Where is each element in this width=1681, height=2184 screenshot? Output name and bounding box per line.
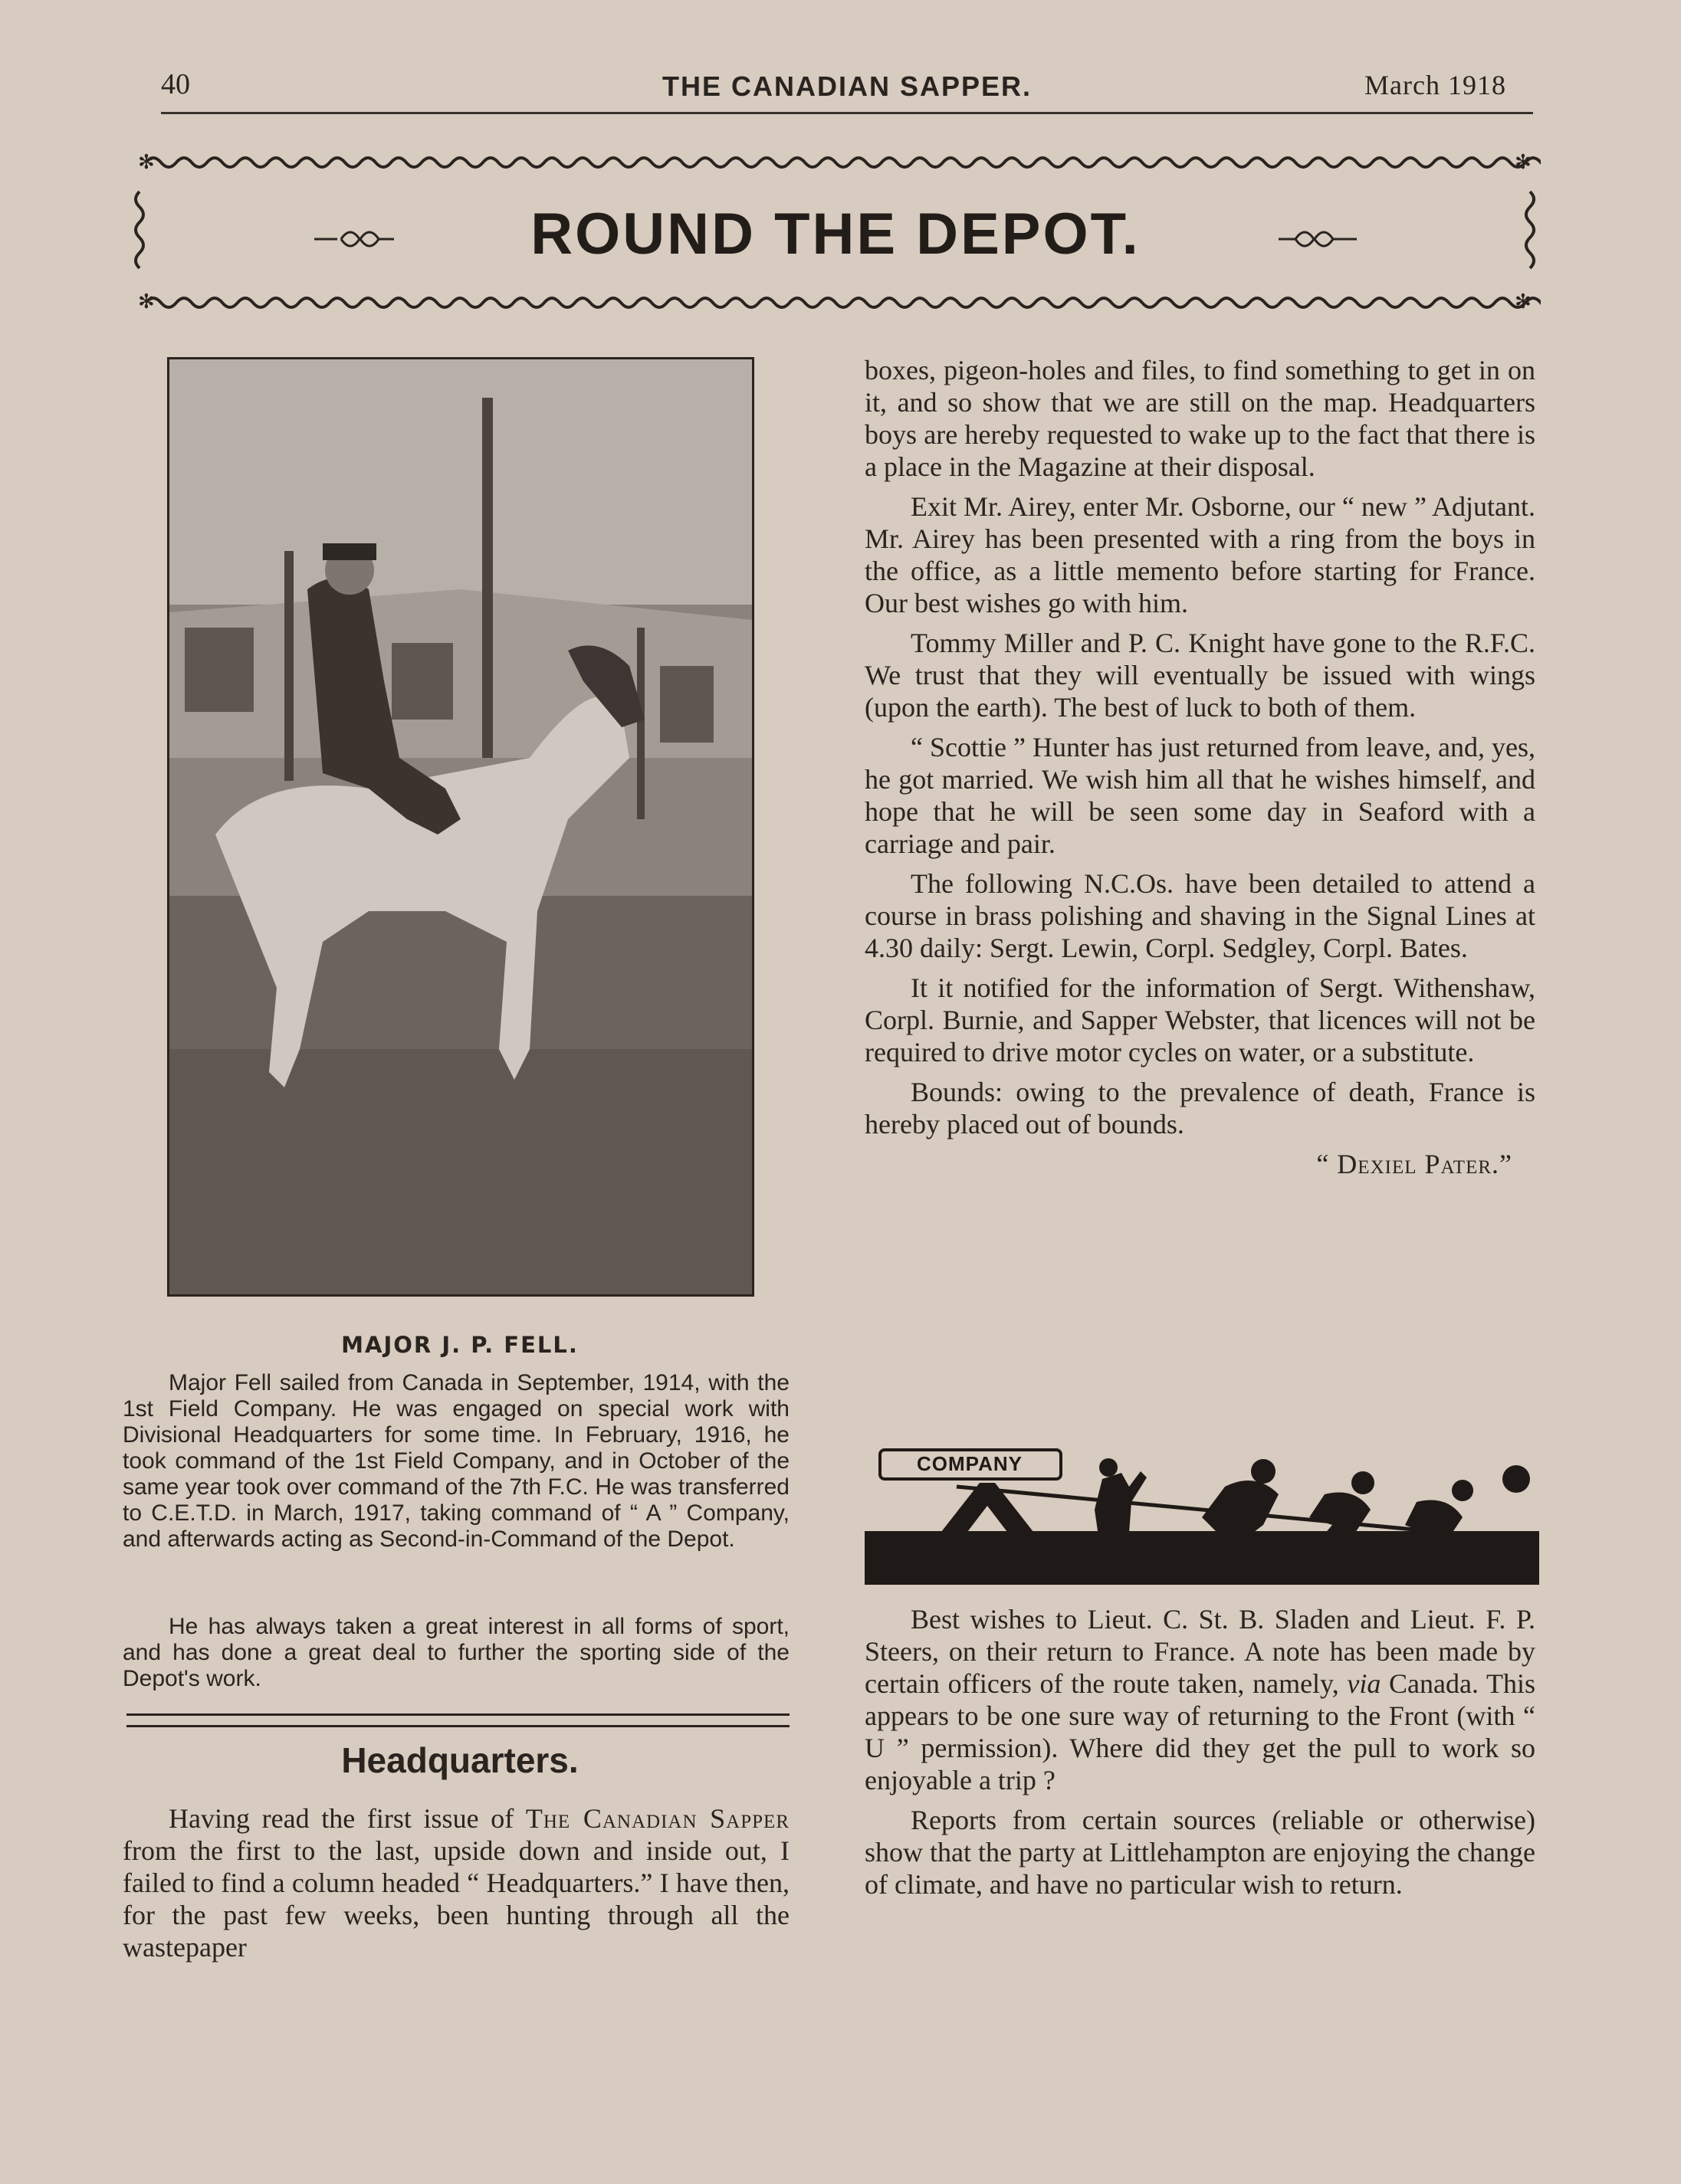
officer-on-horse-photo [167,357,754,1297]
running-header [161,61,1533,107]
right-column-bottom [865,1603,1535,1908]
caption-text-1: Major Fell sailed from Canada in September, 1914, with the 1st Field Company. He was engaged on special work with Divisional Headquarters for some time. In February, 1916, he took command of the 1st Field Company, and in October of the same year took over command of the 7th F.C. He was transferred to C.E.T.D. in March, 1917, taking command of “ A ” Company, and afterwards acting as Second-in-Command of the Depot. [123,1370,790,1552]
right-column-top [865,354,1535,1188]
paragraph-sladen [865,1603,1535,1796]
section-title: ROUND THE DEPOT. [530,202,1141,267]
paragraph-airey: Exit Mr. Airey, enter Mr. Osborne, our “ new ” Adjutant. Mr. Airey has been presented with a ring from the boys in the office, as a little memento before starting for France. Our best wishes go with him. [865,491,1535,618]
section-divider [126,1713,790,1727]
svg-text:✻: ✻ [1515,151,1532,174]
header-rule [161,112,1533,114]
hq-text-part-2: from the first to the last, upside down and inside out, I failed to find a column headed “ Headquarters.” I have then, for the past few weeks, been hunting through all the wastepaper [123,1835,790,1963]
paragraph-continued: boxes, pigeon-holes and files, to find something to get in on it, and so show that we are still on the map. Headquarters boys are hereby requested to wake up to the fact that there is a place in the Magazine at their disposal. [865,355,1535,482]
sladen-text-part-1: Best wishes to Lieut. C. St. B. Sladen and Lieut. F. P. Steers, on their return to France. A note has been made by certain officers of the route taken, namely, [865,1604,1535,1699]
svg-text:✻: ✻ [138,151,155,174]
sladen-via: via [1347,1668,1381,1699]
hq-text-part-1: Having read the first issue of [169,1803,526,1834]
paragraph-notified: It it notified for the information of Sergt. Withenshaw, Corpl. Burnie, and Sapper Webster, that licences will not be required to drive motor cycles on water, or a substitute. [865,972,1535,1067]
company-label: COMPANY [917,1452,1023,1475]
photo-caption-title: MAJOR J. P. FELL. [341,1332,579,1358]
journal-title: THE CANADIAN SAPPER. [662,71,1033,102]
svg-text:✻: ✻ [138,290,155,313]
signature: “ Dexiel Pater.” [1316,1149,1512,1179]
caption-text-2: He has always taken a great interest in all forms of sport, and has done a great deal to further the sporting side of the Depot's work. [123,1614,790,1691]
magazine-name: The Canadian Sapper [525,1803,790,1834]
title-banner [130,146,1541,322]
headquarters-heading: Headquarters. [341,1740,579,1780]
svg-text:✻: ✻ [1515,290,1532,313]
paragraph-hunter: “ Scottie ” Hunter has just returned from leave, and, yes, he got married. We wish him all that he wishes himself, and hope that he will be seen some day in Seaford with a carriage and pair. [865,732,1535,859]
headquarters-article [123,1802,790,1963]
headquarters-paragraph [123,1802,790,1963]
issue-date: March 1918 [1364,70,1506,100]
caption-paragraph-1 [123,1370,790,1553]
paragraph-miller: Tommy Miller and P. C. Knight have gone to the R.F.C. We trust that they will eventually be issued with wings (upon the earth). The best of luck to both of them. [865,628,1535,723]
a-company-tug-of-war-silhouette [865,1441,1539,1585]
paragraph-reports: Reports from certain sources (reliable or otherwise) show that the party at Littlehampton are enjoying the change of climate, and have no particular wish to return. [865,1805,1535,1900]
sladen-text-part-2: Canada. This appears to be one sure way of returning to the Front (with “ U ” permission). Where did they get the pull to work so enjoyable a trip ? [865,1668,1535,1795]
paragraph-bounds: Bounds: owing to the prevalence of death, France is hereby placed out of bounds. [865,1077,1535,1140]
page-number: 40 [161,68,190,100]
caption-paragraph-2 [123,1614,790,1692]
paragraph-ncos: The following N.C.Os. have been detailed to attend a course in brass polishing and shaving in the Signal Lines at 4.30 daily: Sergt. Lewin, Corpl. Sedgley, Corpl. Bates. [865,868,1535,963]
